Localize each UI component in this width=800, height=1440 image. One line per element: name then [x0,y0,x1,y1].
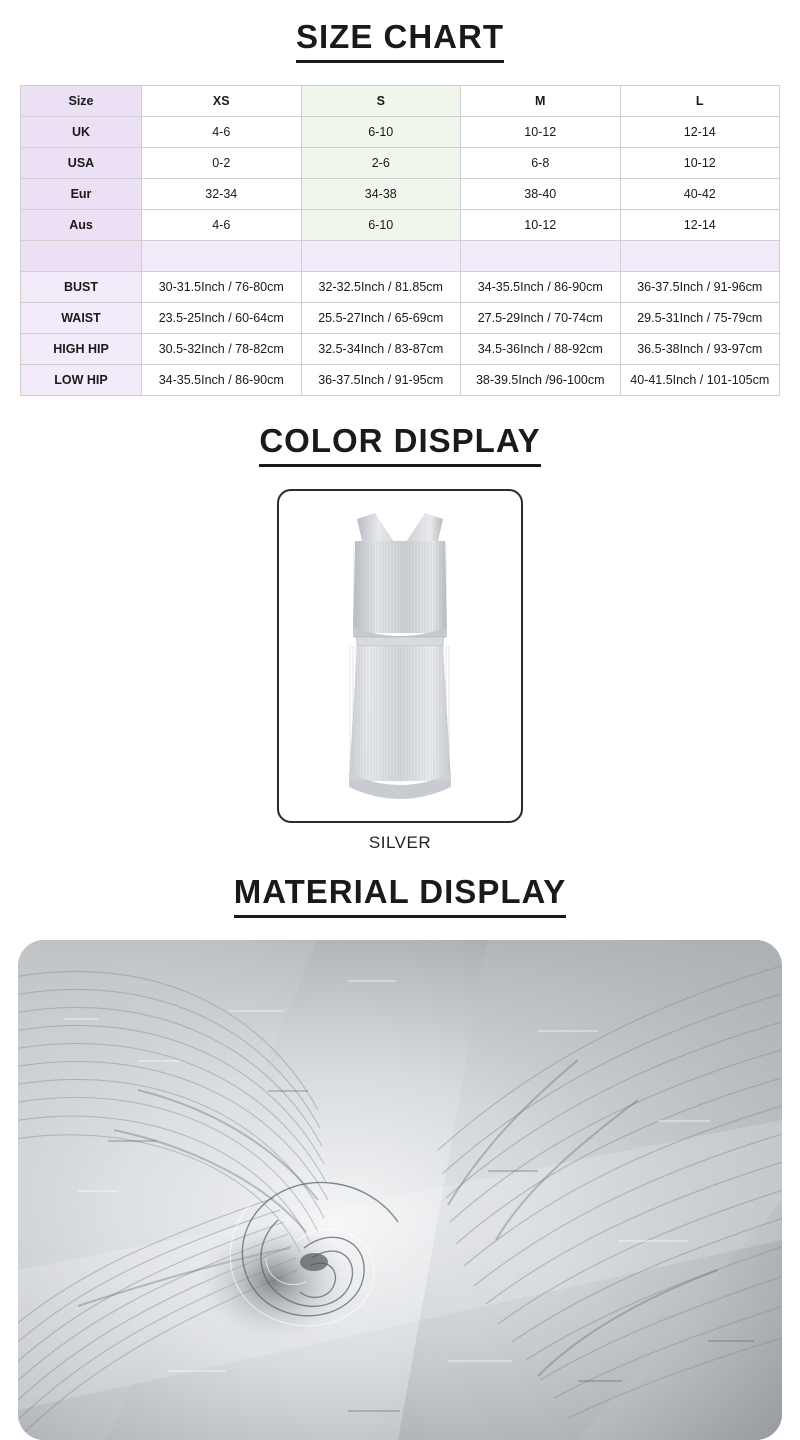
row-label-bust: BUST [21,271,142,302]
cell-low-hip-xs: 34-35.5Inch / 86-90cm [142,364,302,395]
cell-aus-l: 12-14 [620,209,780,240]
table-row [21,271,780,302]
cell-high-hip-xs: 30.5-32Inch / 78-82cm [142,333,302,364]
column-header-s: S [301,85,461,116]
cell-waist-s: 25.5-27Inch / 65-69cm [301,302,461,333]
column-header-m: M [461,85,621,116]
material-image-box [18,940,782,1440]
table-row [21,333,780,364]
table-spacer-row [21,240,780,271]
cell-aus-xs: 4-6 [142,209,302,240]
cell-aus-s: 6-10 [301,209,461,240]
cell-low-hip-s: 36-37.5Inch / 91-95cm [301,364,461,395]
column-header-xs: XS [142,85,302,116]
row-label-uk: UK [21,116,142,147]
cell-usa-m: 6-8 [461,147,621,178]
column-header-size: Size [21,85,142,116]
spacer-xs [142,240,302,271]
row-label-waist: WAIST [21,302,142,333]
cell-low-hip-l: 40-41.5Inch / 101-105cm [620,364,780,395]
row-label-low-hip: LOW HIP [21,364,142,395]
spacer-label [21,240,142,271]
row-label-high-hip: HIGH HIP [21,333,142,364]
table-row [21,178,780,209]
cell-usa-xs: 0-2 [142,147,302,178]
cell-uk-m: 10-12 [461,116,621,147]
cell-eur-l: 40-42 [620,178,780,209]
color-display-title: COLOR DISPLAY [259,422,540,467]
spacer-l [620,240,780,271]
cell-waist-m: 27.5-29Inch / 70-74cm [461,302,621,333]
cell-waist-l: 29.5-31Inch / 75-79cm [620,302,780,333]
cell-waist-xs: 23.5-25Inch / 60-64cm [142,302,302,333]
table-header-row [21,85,780,116]
cell-bust-xs: 30-31.5Inch / 76-80cm [142,271,302,302]
cell-high-hip-m: 34.5-36Inch / 88-92cm [461,333,621,364]
spacer-m [461,240,621,271]
color-swatch-box [277,489,523,823]
table-row [21,364,780,395]
row-label-eur: Eur [21,178,142,209]
size-chart-heading-wrap [0,18,800,63]
cell-bust-m: 34-35.5Inch / 86-90cm [461,271,621,302]
table-row [21,116,780,147]
column-header-l: L [620,85,780,116]
material-display-heading-wrap [0,873,800,918]
color-display-heading-wrap [0,422,800,467]
fringe-dress-icon [295,505,505,810]
table-row [21,147,780,178]
color-swatch-label: SILVER [368,832,432,852]
cell-bust-s: 32-32.5Inch / 81.85cm [301,271,461,302]
cell-low-hip-m: 38-39.5Inch /96-100cm [461,364,621,395]
cell-eur-m: 38-40 [461,178,621,209]
size-chart-table [20,85,780,396]
cell-bust-l: 36-37.5Inch / 91-96cm [620,271,780,302]
table-row [21,302,780,333]
cell-high-hip-s: 32.5-34Inch / 83-87cm [301,333,461,364]
size-chart-title: SIZE CHART [296,18,504,63]
cell-uk-xs: 4-6 [142,116,302,147]
metallic-silver-fabric-icon [18,940,782,1440]
cell-eur-s: 34-38 [301,178,461,209]
material-display-title: MATERIAL DISPLAY [234,873,567,918]
table-row [21,209,780,240]
spacer-s [301,240,461,271]
cell-eur-xs: 32-34 [142,178,302,209]
cell-usa-l: 10-12 [620,147,780,178]
cell-high-hip-l: 36.5-38Inch / 93-97cm [620,333,780,364]
row-label-usa: USA [21,147,142,178]
cell-aus-m: 10-12 [461,209,621,240]
cell-uk-s: 6-10 [301,116,461,147]
cell-usa-s: 2-6 [301,147,461,178]
cell-uk-l: 12-14 [620,116,780,147]
row-label-aus: Aus [21,209,142,240]
